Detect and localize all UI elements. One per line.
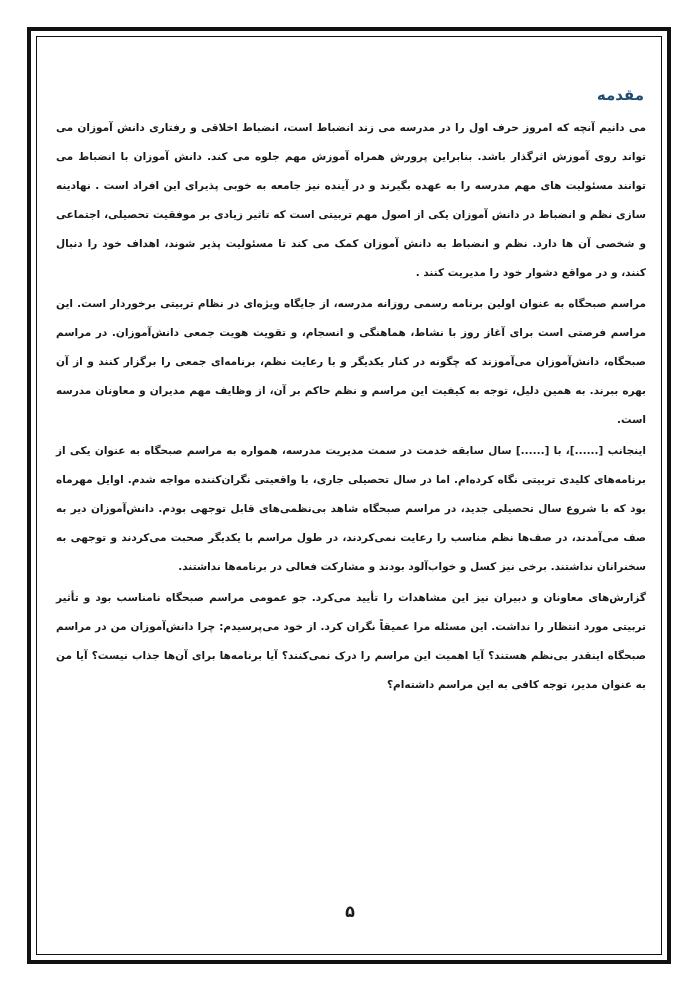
section-heading: مقدمه [596,86,644,104]
page-number: ۵ [345,902,355,921]
paragraph-morning-ceremony: مراسم صبحگاه به عنوان اولین برنامه رسمی روزانه مدرسه، از جایگاه ویژه‌ای در نظام تربیتی برخوردار است. این مراسم فرصتی است برای آغاز روز با نشاط، هماهنگی و انسجام، و تقویت هویت جمعی دانش‌آموزان. در مراسم صبحگاه، دانش‌آموزان می‌آموزند که چگونه در کنار یکدیگر و با رعایت نظم، برنامه‌ای جمعی را برگزار کنند و از آن بهره ببرند. به همین دلیل، توجه به کیفیت این مراسم و نظم حاکم بر آن، از وظایف مهم مدیران و معاونان مدرسه است. [56,298,646,426]
paragraph-intro: می دانیم آنچه که امروز حرف اول را در مدرسه می زند انضباط است، انضباط اخلاقی و رفتاری دانش آموزان می تواند روی آموزش اثرگذار باشد. بنابراین پرورش همراه آموزش مهم جلوه می کند. دانش آموزان با انضباط می توانند مسئولیت های مهم مدرسه را به عهده بگیرند و در آینده نیز جامعه به خوبی پذیرای این افراد است . نهادینه سازی نظم و انضباط در دانش آموزان یکی از اصول مهم تربیتی است که تاثیر زیادی بر موفقیت تحصیلی، اجتماعی و شخصی آن ها دارد. نظم و انضباط به دانش آموزان کمک می کند تا مسئولیت پذیر شوند، اهداف خود را دنبال کنند، و در مواقع دشوار خود را مدیریت کنند . [56,122,646,279]
paragraph-reports: گزارش‌های معاونان و دبیران نیز این مشاهدات را تأیید می‌کرد. جو عمومی مراسم صبحگاه نامناسب بود و تأثیر تربیتی مورد انتظار را نداشت. این مسئله مرا عمیقاً نگران کرد. از خود می‌پرسیدم: چرا دانش‌آموزان من در مراسم صبحگاه اینقدر بی‌نظم هستند؟ آیا اهمیت این مراسم را درک نمی‌کنند؟ آیا برنامه‌ها برای آن‌ها جذاب نیست؟ آیا من به عنوان مدیر، توجه کافی به این مراسم داشته‌ام؟ [56,592,646,691]
document-body [56,82,646,702]
paragraph-author-experience: اینجانب [......]، با [......] سال سابقه خدمت در سمت مدیریت مدرسه، همواره به مراسم صبحگاه به عنوان یکی از برنامه‌های کلیدی تربیتی نگاه کرده‌ام. اما در سال تحصیلی جاری، با واقعیتی نگران‌کننده مواجه شدم. اوایل مهرماه بود که با شروع سال تحصیلی جدید، در مراسم صبحگاه شاهد بی‌نظمی‌های قابل توجهی بودم. دانش‌آموزان دیر به صف می‌آمدند، در صف‌ها نظم مناسب را رعایت نمی‌کردند، در طول مراسم با یکدیگر صحبت می‌کردند و توجهی به سخنرانان نداشتند. برخی نیز کسل و خواب‌آلود بودند و مشارکت فعالی در برنامه‌ها نداشتند. [56,445,646,573]
